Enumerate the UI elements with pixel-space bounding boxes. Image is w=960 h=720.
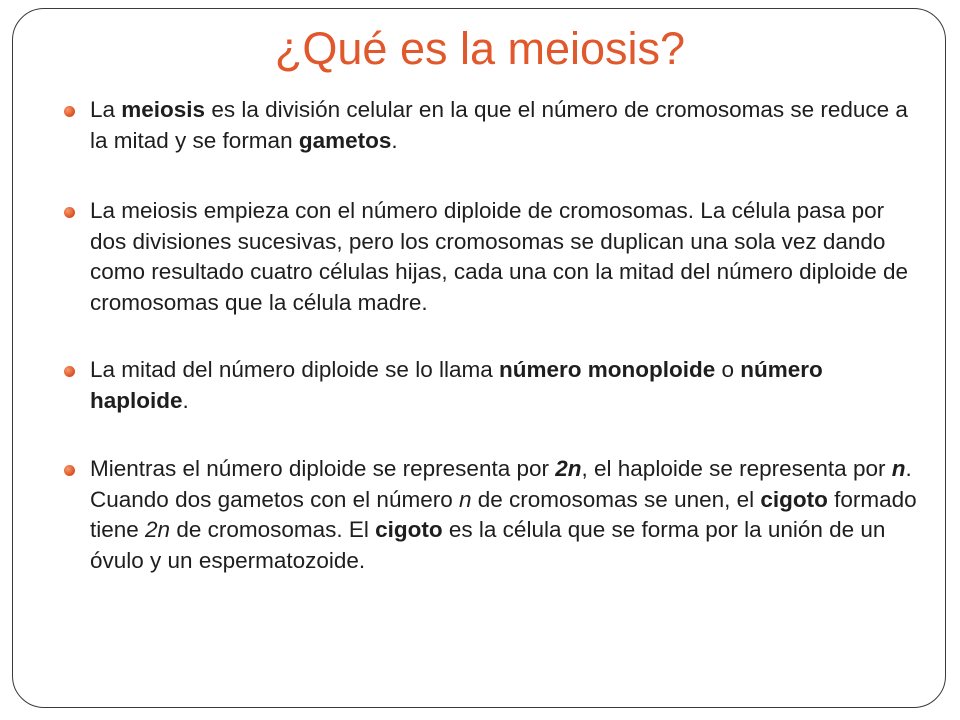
text-segment: Mientras el número diploide se representa por bbox=[90, 456, 556, 481]
text-segment: es la división celular en la que el número de cromosomas se reduce a la mitad y se forman bbox=[90, 97, 908, 153]
text-segment: número haploide bbox=[90, 357, 823, 413]
text-segment: cigoto bbox=[760, 486, 828, 512]
bullet-item-meiosis-process bbox=[64, 196, 924, 318]
bullet-list bbox=[64, 95, 924, 616]
text-segment: , el haploide se representa por bbox=[581, 456, 892, 481]
text-segment: es la célula que se forma por la unión de un óvulo y un espermatozoide. bbox=[90, 517, 886, 573]
text-segment: La mitad del número diploide se lo llama bbox=[90, 357, 499, 382]
bullet-item-meiosis-definition bbox=[64, 95, 924, 156]
text-segment: 2n bbox=[555, 456, 582, 481]
text-segment: cigoto bbox=[375, 517, 443, 542]
text-segment: de cromosomas. El bbox=[170, 517, 376, 542]
text-segment: n bbox=[891, 456, 906, 481]
bullet-item-haploid-number bbox=[64, 355, 924, 416]
text-segment: . Cuando dos gametos con el número bbox=[90, 456, 912, 512]
text-segment: 2n bbox=[145, 517, 171, 542]
text-segment: de cromosomas se unen, el bbox=[471, 486, 761, 512]
text-segment: formado tiene bbox=[90, 486, 917, 542]
bullet-dot-icon bbox=[64, 207, 75, 218]
text-segment: La bbox=[90, 97, 122, 122]
text-segment: meiosis bbox=[121, 97, 206, 122]
text-segment: número monoploide bbox=[498, 357, 716, 382]
bullet-dot-icon bbox=[64, 106, 75, 117]
bullet-item-zygote bbox=[64, 454, 924, 576]
text-segment: o bbox=[715, 357, 741, 382]
bullet-dot-icon bbox=[64, 465, 75, 476]
slide-title: ¿Qué es la meiosis? bbox=[274, 23, 686, 74]
text-segment: . bbox=[391, 127, 398, 153]
bullet-dot-icon bbox=[64, 366, 75, 377]
text-segment: n bbox=[458, 486, 472, 512]
text-segment: La meiosis empieza con el número diploide de cromosomas. La célula pasa por dos divisiones sucesivas, pero los cromosomas se duplican una sola vez dando como resultado cuatro células hijas, cada una con la mitad del número diploide de cromosomas que la célula madre. bbox=[90, 198, 908, 315]
text-segment: gametos bbox=[298, 127, 392, 153]
text-segment: . bbox=[182, 387, 189, 413]
